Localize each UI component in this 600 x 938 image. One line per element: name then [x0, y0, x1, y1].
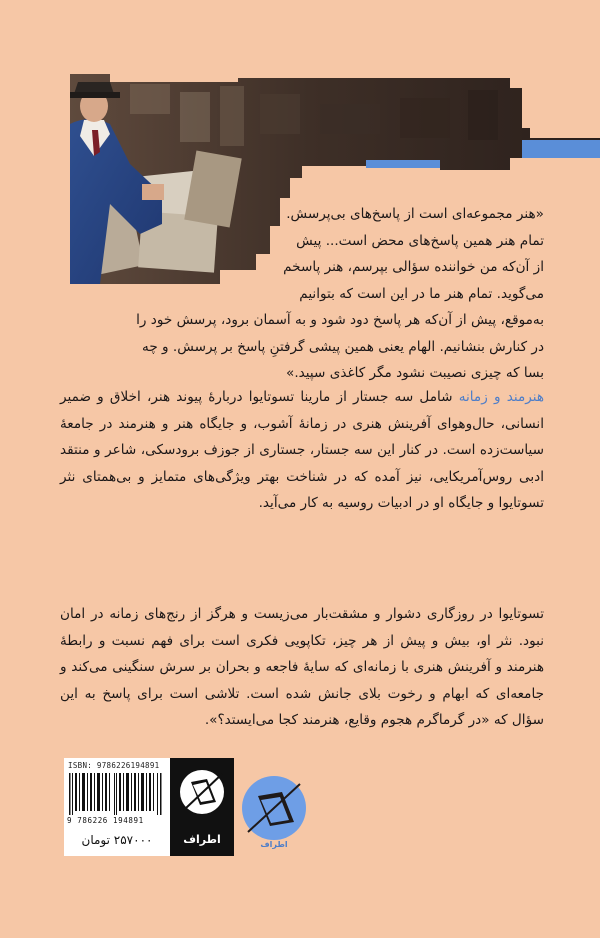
publisher-name: اطراف	[183, 833, 221, 846]
quote-line-7: بسا که چیزی نصیبت نشود مگر کاغذی سپید.»	[286, 365, 544, 381]
quote-line-1: «هنر مجموعه‌ای است از پاسخ‌های بی‌پرسش.	[286, 206, 544, 222]
opening-quote	[60, 201, 544, 387]
barcode-sticker	[64, 758, 170, 856]
publisher-logo-icon	[170, 758, 234, 828]
description-paragraph	[60, 384, 544, 517]
quote-line-2: تمام هنر همین پاسخ‌های محض است... پیش	[296, 232, 544, 249]
price-label: ۲۵۷۰۰۰ تومان	[81, 833, 153, 847]
quote-line-4: می‌گوید. تمام هنر ما در این است که بتوانیم	[299, 285, 544, 302]
description-text: شامل سه جستار از مارینا تسوتایوا دربارهٔ پیوند هنر، اخلاق و ضمیر انسانی، حال‌وهوای آفرینش هنری در زمانهٔ آشوب، و جایگاه هنر و هنرمند در جامعهٔ سیاست‌زده است. در کنار این سه جستار، جستاری از جوزف برودسکی، شاعر و منتقد ادبی روس‌آمریکایی، نیز آمده که در شناخت بهتر ویژگی‌های متمایز و بی‌همتای نثر تسوتایوا و جایگاه او در ادبیات روسیه به کار می‌آید.	[60, 389, 544, 511]
publisher-name-small: اطراف	[260, 840, 288, 849]
isbn-digits: 9 786226 194891	[67, 816, 144, 825]
barcode-icon	[69, 773, 165, 815]
isbn-label: ISBN: 9786226194891	[68, 761, 160, 770]
corner-logo-icon	[236, 770, 312, 850]
publisher-corner-logo	[236, 770, 312, 854]
publisher-logo-panel	[170, 758, 234, 856]
context-paragraph	[60, 601, 544, 734]
quote-line-3: از آن‌که من خواننده سؤالی بپرسم، هنر پاسخم	[283, 259, 544, 275]
context-text: تسوتایوا در روزگاری دشوار و مشقت‌بار می‌زیست و هرگز از رنج‌های زمانه در امان نبود. نثر او، بیش و پیش از هر چیز، تکاپویی فکری است برای فهم نسبت و رابطهٔ هنرمند و آفرینش هنری با زمانه‌ای که سایهٔ فاجعه و بحران بر سرش سنگینی می‌کند و جامعه‌ای که ابهام و رخوت بلای جانش شده است. تلاشی است برای پاسخ به این سؤال که «در گرماگرم هجوم وقایع، هنرمند کجا می‌ایستد؟».	[60, 606, 544, 728]
quote-line-5: به‌موقع، پیش از آن‌که هر پاسخ دود شود و به آسمان برود، پرسش خود را	[136, 312, 544, 328]
book-title-inline: هنرمند و زمانه	[458, 389, 544, 405]
quote-line-6: در کنارش بنشانیم. الهام یعنی همین پیشی گرفتنِ پاسخ بر پرسش. و چه	[142, 338, 544, 355]
